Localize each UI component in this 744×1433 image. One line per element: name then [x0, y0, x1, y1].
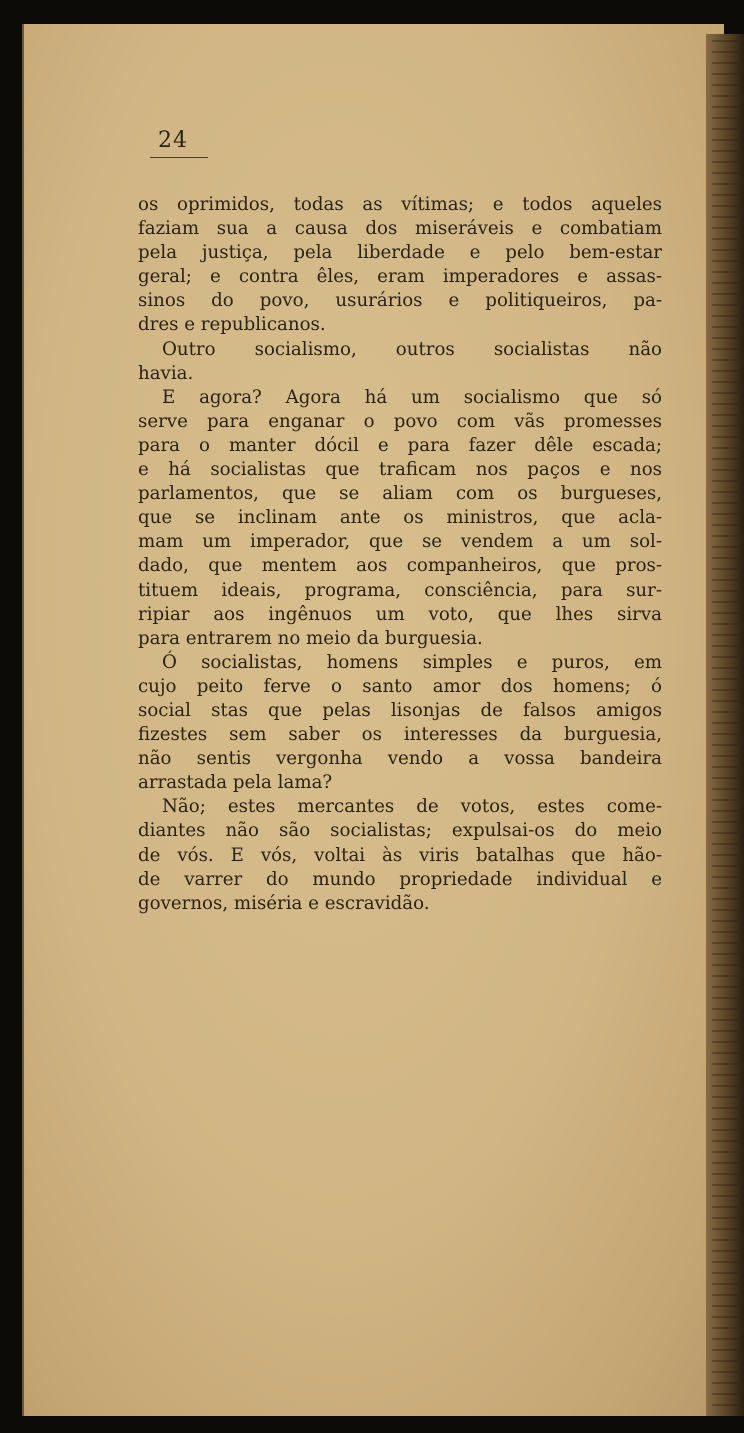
text-line: mam um imperador, que se vendem a um sol-	[138, 531, 662, 553]
text-line: parlamentos, que se aliam com os burgueses,	[138, 483, 662, 505]
text-line: sinos do povo, usurários e politiqueiros, pa-	[138, 290, 662, 312]
text-line: não sentis vergonha vendo a vossa bandeira	[138, 748, 662, 770]
text-line: que se inclinam ante os ministros, que acla-	[138, 507, 662, 529]
page-edge-texture	[712, 40, 738, 1410]
text-line: tituem ideais, programa, consciência, para sur-	[138, 579, 662, 601]
text-line: ripiar aos ingênuos um voto, que lhes sirva	[138, 603, 662, 625]
text-line: para o manter dócil e para fazer dêle escada;	[138, 434, 662, 456]
text-line: social stas que pelas lisonjas de falsos amigos	[138, 699, 662, 721]
text-line: diantes não são socialistas; expulsai-os do meio	[138, 820, 662, 842]
text-line: havia.	[138, 362, 194, 384]
text-line: serve para enganar o povo com vãs promesses	[138, 410, 662, 432]
page-number: 24	[158, 128, 188, 153]
text-line: geral; e contra êles, eram imperadores e assas-	[138, 266, 662, 288]
text-line: e há socialistas que traficam nos paços e nos	[138, 459, 662, 481]
text-line: Outro socialismo, outros socialistas não	[162, 338, 662, 360]
text-line: Ó socialistas, homens simples e puros, em	[162, 651, 662, 673]
text-line: arrastada pela lama?	[138, 772, 333, 794]
text-line: os oprimidos, todas as vítimas; e todos aqueles	[138, 194, 662, 215]
text-line: faziam sua a causa dos miseráveis e combatiam	[138, 218, 662, 240]
page-number-underline	[150, 157, 208, 158]
body-text	[138, 193, 662, 916]
text-line: de varrer do mundo propriedade individual e	[138, 868, 662, 890]
text-line: dres e republicanos.	[138, 314, 326, 336]
text-line: para entrarem no meio da burguesia.	[138, 627, 483, 649]
text-line: Não; estes mercantes de votos, estes come-	[162, 796, 662, 818]
text-line: dado, que mentem aos companheiros, que pros-	[138, 555, 662, 577]
text-line: fizestes sem saber os interesses da burguesia,	[138, 724, 662, 746]
text-line: pela justiça, pela liberdade e pelo bem-estar	[138, 242, 662, 264]
text-line: E agora? Agora há um socialismo que só	[162, 386, 662, 408]
text-line: de vós. E vós, voltai às viris batalhas que hão-	[138, 844, 662, 866]
text-line: governos, miséria e escravidão.	[138, 892, 430, 914]
text-line: cujo peito ferve o santo amor dos homens; ó	[138, 675, 662, 697]
